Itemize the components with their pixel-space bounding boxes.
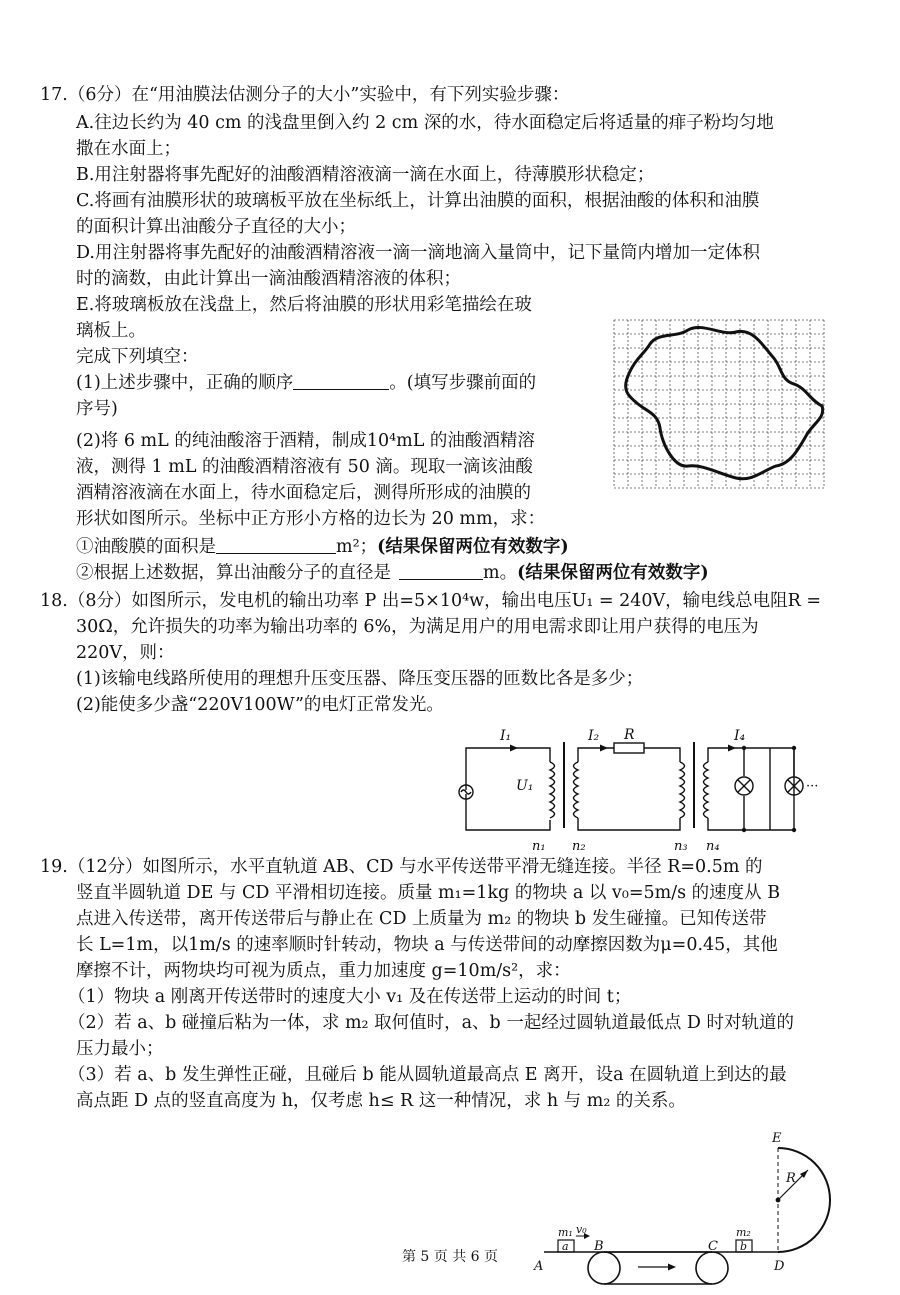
q19-part3-cont: 高点距 D 点的竖直高度为 h，仅考虑 h≤ R 这一种情况，求 h 与 m₂ 的关系。 [76, 1091, 686, 1111]
q19-part2-cont: 压力最小； [76, 1039, 164, 1059]
q17-step-d-cont: 时的滴数，由此计算出一滴油酸酒精溶液的体积； [76, 269, 461, 289]
q17-sub1-unit: m²； [336, 537, 378, 557]
label-radius: R [786, 1171, 796, 1186]
label-a-point: A [534, 1259, 544, 1274]
q18-part2: (2)能使多少盏“220V100W”的电灯正常发光。 [76, 695, 444, 715]
q17-sub2-unit: m。 [483, 563, 518, 583]
q17-sub2 [76, 561, 709, 585]
label-u1: U₁ [516, 778, 534, 794]
label-n4: n₄ [706, 839, 720, 854]
q17-step-e-cont: 璃板上。 [76, 321, 146, 341]
q19-part2: （2）若 a、b 碰撞后粘为一体，求 m₂ 取何值时，a、b 一起经过圆轨道最低点 D 时对轨道的 [68, 1013, 794, 1033]
q17-part2-line3: 酒精溶液滴在水面上，待水面稳定后，测得所形成的油膜的 [76, 483, 531, 503]
q19-part1: （1）物块 a 刚离开传送带时的速度大小 v₁ 及在传送带上运动的时间 t； [68, 987, 632, 1007]
q17-step-b: B.用注射器将事先配好的油酸酒精溶液滴一滴在水面上，待薄膜形状稳定； [76, 165, 655, 185]
q17-part2-line4: 形状如图所示。坐标中正方形小方格的边长为 20 mm，求： [76, 509, 546, 529]
oil-film-outline [626, 327, 823, 478]
label-v0: v₀ [576, 1223, 587, 1236]
q17-step-a-cont: 撒在水面上； [76, 139, 181, 159]
q18-line3: 220V，则： [76, 643, 175, 663]
q19-line4: 长 L=1m，以1m/s 的速率顺时针转动，物块 a 与传送带间的动摩擦因数为μ=0.45，其他 [76, 935, 778, 955]
q17-part2-line1: (2)将 6 mL 的纯油酸溶于酒精，制成10⁴mL 的油酸酒精溶 [76, 431, 535, 451]
label-c: C [708, 1239, 718, 1254]
label-n2: n₂ [572, 839, 586, 854]
q18-line1: 18.（8分）如图所示，发电机的输出功率 P 出=5×10⁴w，输出电压U₁ = 240V，输电线总电阻R = [40, 591, 822, 611]
transmission-circuit-figure [448, 726, 828, 854]
label-block-b: b [740, 1240, 748, 1253]
label-d: D [774, 1259, 785, 1274]
page-footer: 第 5 页 共 6 页 [401, 1249, 499, 1265]
q19-part3: （3）若 a、b 发生弹性正碰，且碰后 b 能从圆轨道最高点 E 离开，设a 在圆轨道上到达的最 [68, 1065, 787, 1085]
label-e: E [772, 1131, 782, 1146]
q17-blank-order[interactable] [293, 371, 389, 390]
label-block-a: a [562, 1240, 569, 1253]
q17-sub1 [76, 535, 569, 559]
label-n3: n₃ [674, 839, 688, 854]
q19-line3: 点进入传送带，离开传送带后与静止在 CD 上质量为 m₂ 的物块 b 发生碰撞。已知传送带 [76, 909, 767, 929]
q17-sub1-note: (结果保留两位有效数字) [377, 537, 569, 557]
q17-stem: 17.（6分）在“用油膜法估测分子的大小”实验中，有下列实验步骤： [40, 85, 570, 105]
q17-part2-line2: 液，测得 1 mL 的油酸酒精溶液有 50 滴。现取一滴该油酸 [76, 457, 533, 477]
q17-sub2-text: ②根据上述数据，算出油酸分子的直径是 [76, 563, 391, 583]
label-b-point: B [594, 1239, 604, 1254]
q17-step-c: C.将画有油膜形状的玻璃板平放在坐标纸上，计算出油膜的面积，根据油酸的体积和油膜 [76, 191, 760, 211]
oil-film-grid-figure [612, 318, 832, 490]
label-i4: I₄ [734, 728, 746, 744]
q17-blank-diameter[interactable] [399, 561, 483, 580]
label-m1: m₁ [558, 1226, 573, 1239]
q17-step-e: E.将玻璃板放在浅盘上，然后将油膜的形状用彩笔描绘在玻 [76, 295, 532, 315]
q18-part1: (1)该输电线路所使用的理想升压变压器、降压变压器的匝数比各是多少； [76, 669, 644, 689]
q19-line1: 19.（12分）如图所示，水平直轨道 AB、CD 与水平传送带平滑无缝连接。半径 R=0.5m 的 [40, 857, 763, 877]
q17-step-d: D.用注射器将事先配好的油酸酒精溶液一滴一滴地滴入量筒中，记下量筒内增加一定体积 [76, 243, 760, 263]
q19-line5: 摩擦不计，两物块均可视为质点，重力加速度 g=10m/s²，求： [76, 961, 571, 981]
q17-sub2-note: (结果保留两位有效数字) [517, 563, 709, 583]
label-i1: I₁ [500, 728, 512, 744]
q19-line2: 竖直半圆轨道 DE 与 CD 平滑相切连接。质量 m₁=1kg 的物块 a 以 v₀=5m/s 的速度从 B [76, 883, 781, 903]
q17-step-c-cont: 的面积计算出油酸分子直径的大小； [76, 217, 356, 237]
q18-line2: 30Ω，允许损失的功率为输出功率的 6%，为满足用户的用电需求即让用户获得的电压为 [76, 617, 759, 637]
q17-part1-hint-cont: 序号) [76, 399, 118, 419]
label-more-lamps: ··· [806, 779, 819, 794]
q17-blank-area[interactable] [216, 535, 336, 554]
q17-part1 [76, 371, 536, 395]
label-n1: n₁ [532, 839, 546, 854]
label-r: R [624, 727, 635, 743]
label-i2: I₂ [588, 728, 600, 744]
q17-sub1-text: ①油酸膜的面积是 [76, 537, 216, 557]
q17-fill-prompt: 完成下列填空： [76, 347, 199, 367]
label-m2: m₂ [736, 1226, 751, 1239]
q17-step-a: A.往边长约为 40 cm 的浅盘里倒入约 2 cm 深的水，待水面稳定后将适量的痱子粉均匀地 [76, 113, 774, 133]
q17-part1-hint: 。(填写步骤前面的 [389, 373, 537, 393]
q17-part1-text: (1)上述步骤中，正确的顺序 [76, 373, 294, 393]
